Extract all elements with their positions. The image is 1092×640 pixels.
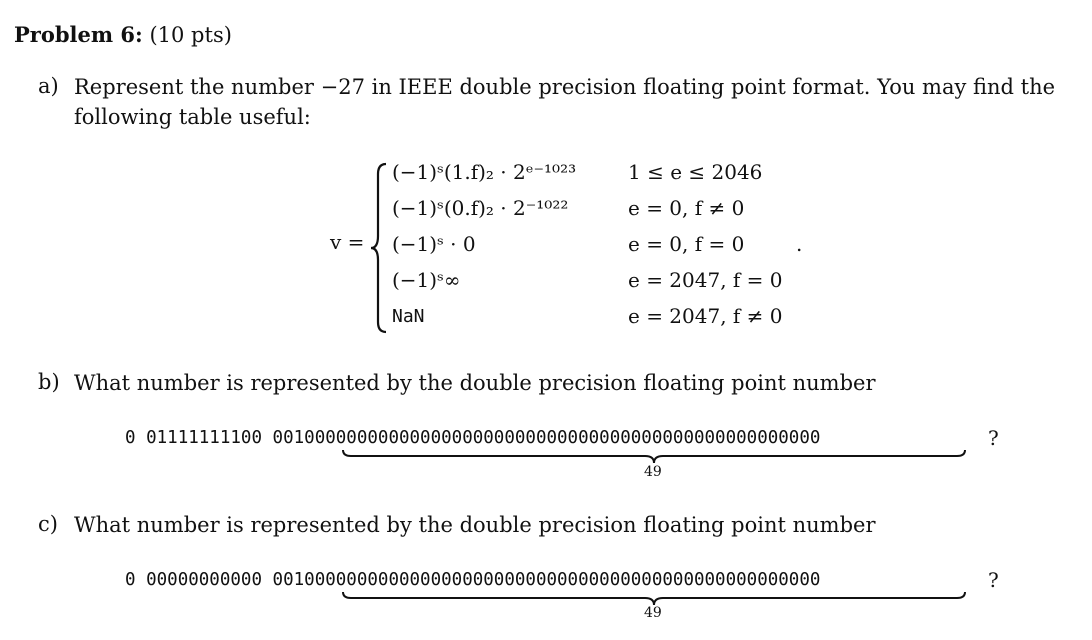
part-b-exponent-bits: 01111111100	[146, 428, 262, 448]
part-a-line2: following table useful:	[74, 105, 311, 129]
part-c-mantissa-zeros: 0000000000000000000000000000000000000000000000000	[304, 570, 821, 590]
part-c-text: What number is represented by the double precision floating point number	[74, 513, 876, 537]
part-a-label: a)	[38, 74, 59, 98]
case-value-4: (−1)ˢ∞	[392, 268, 461, 292]
case-value-2: (−1)ˢ(0.f)₂ · 2⁻¹⁰²²	[392, 196, 569, 220]
part-b-bitstring	[125, 428, 820, 448]
case-value-3: (−1)ˢ · 0	[392, 232, 476, 256]
part-a-line1: Represent the number −27 in IEEE double precision floating point format. You may find the	[74, 75, 1056, 99]
part-b-question-mark: ?	[988, 426, 999, 450]
piecewise-brace	[368, 160, 392, 336]
part-b-text: What number is represented by the double precision floating point number	[74, 371, 876, 395]
part-b-mantissa-zeros: 0000000000000000000000000000000000000000000000000	[304, 428, 821, 448]
part-b-underbrace-count: 49	[644, 464, 662, 480]
case-condition-4: e = 2047, f = 0	[628, 268, 783, 292]
case-condition-3: e = 0, f = 0	[628, 232, 745, 256]
table-period: .	[796, 232, 803, 256]
part-b-label: b)	[38, 370, 60, 394]
part-c-sign-bit: 0	[125, 570, 136, 590]
case-condition-2: e = 0, f ≠ 0	[628, 196, 745, 220]
part-c-bitstring	[125, 570, 820, 590]
problem-points: (10 pts)	[149, 23, 232, 47]
part-b-sign-bit: 0	[125, 428, 136, 448]
case-condition-1: 1 ≤ e ≤ 2046	[628, 160, 763, 184]
piecewise-lhs: v =	[330, 230, 365, 254]
part-b-mantissa-prefix: 001	[272, 428, 305, 448]
case-value-5: NaN	[392, 306, 425, 327]
part-c-question-mark: ?	[988, 568, 999, 592]
case-condition-5: e = 2047, f ≠ 0	[628, 304, 783, 328]
problem-label: Problem 6:	[14, 22, 143, 47]
part-c-mantissa-prefix: 001	[272, 570, 305, 590]
part-c-underbrace-count: 49	[644, 605, 662, 621]
part-c-exponent-bits: 00000000000	[146, 570, 262, 590]
case-value-1: (−1)ˢ(1.f)₂ · 2ᵉ⁻¹⁰²³	[392, 160, 577, 184]
problem-heading	[14, 22, 232, 47]
part-c-label: c)	[38, 512, 58, 536]
